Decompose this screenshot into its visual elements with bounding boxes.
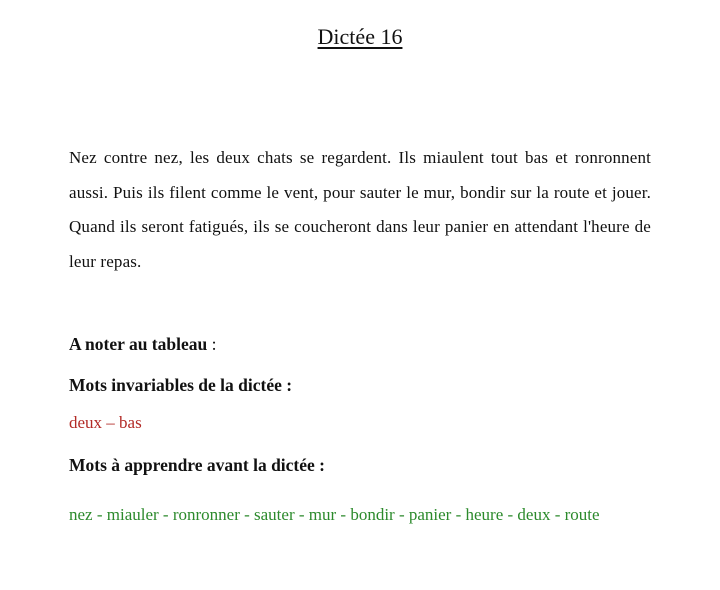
invariable-words-label: Mots invariables de la dictée : xyxy=(69,375,293,395)
board-note-heading xyxy=(69,332,216,356)
invariable-words-list: deux – bas xyxy=(69,413,142,432)
words-to-learn-label: Mots à apprendre avant la dictée : xyxy=(69,455,325,475)
dictation-paragraph: Nez contre nez, les deux chats se regardent. Ils miaulent tout bas et ronronnent aussi. Puis ils filent comme le vent, pour sauter le mur, bondir sur la route et jouer. Quand ils seront fatigués, ils se coucheront dans leur panier en attendant l'heure de leur repas. xyxy=(69,148,651,271)
board-note-colon: : xyxy=(207,334,217,354)
page-title: Dictée 16 xyxy=(317,24,403,49)
board-note-label: A noter au tableau xyxy=(69,334,208,354)
words-to-learn-list: nez - miauler - ronronner - sauter - mur - bondir - panier - heure - deux - route xyxy=(69,505,600,524)
invariable-words-heading xyxy=(69,373,292,397)
words-to-learn-heading xyxy=(69,453,325,477)
